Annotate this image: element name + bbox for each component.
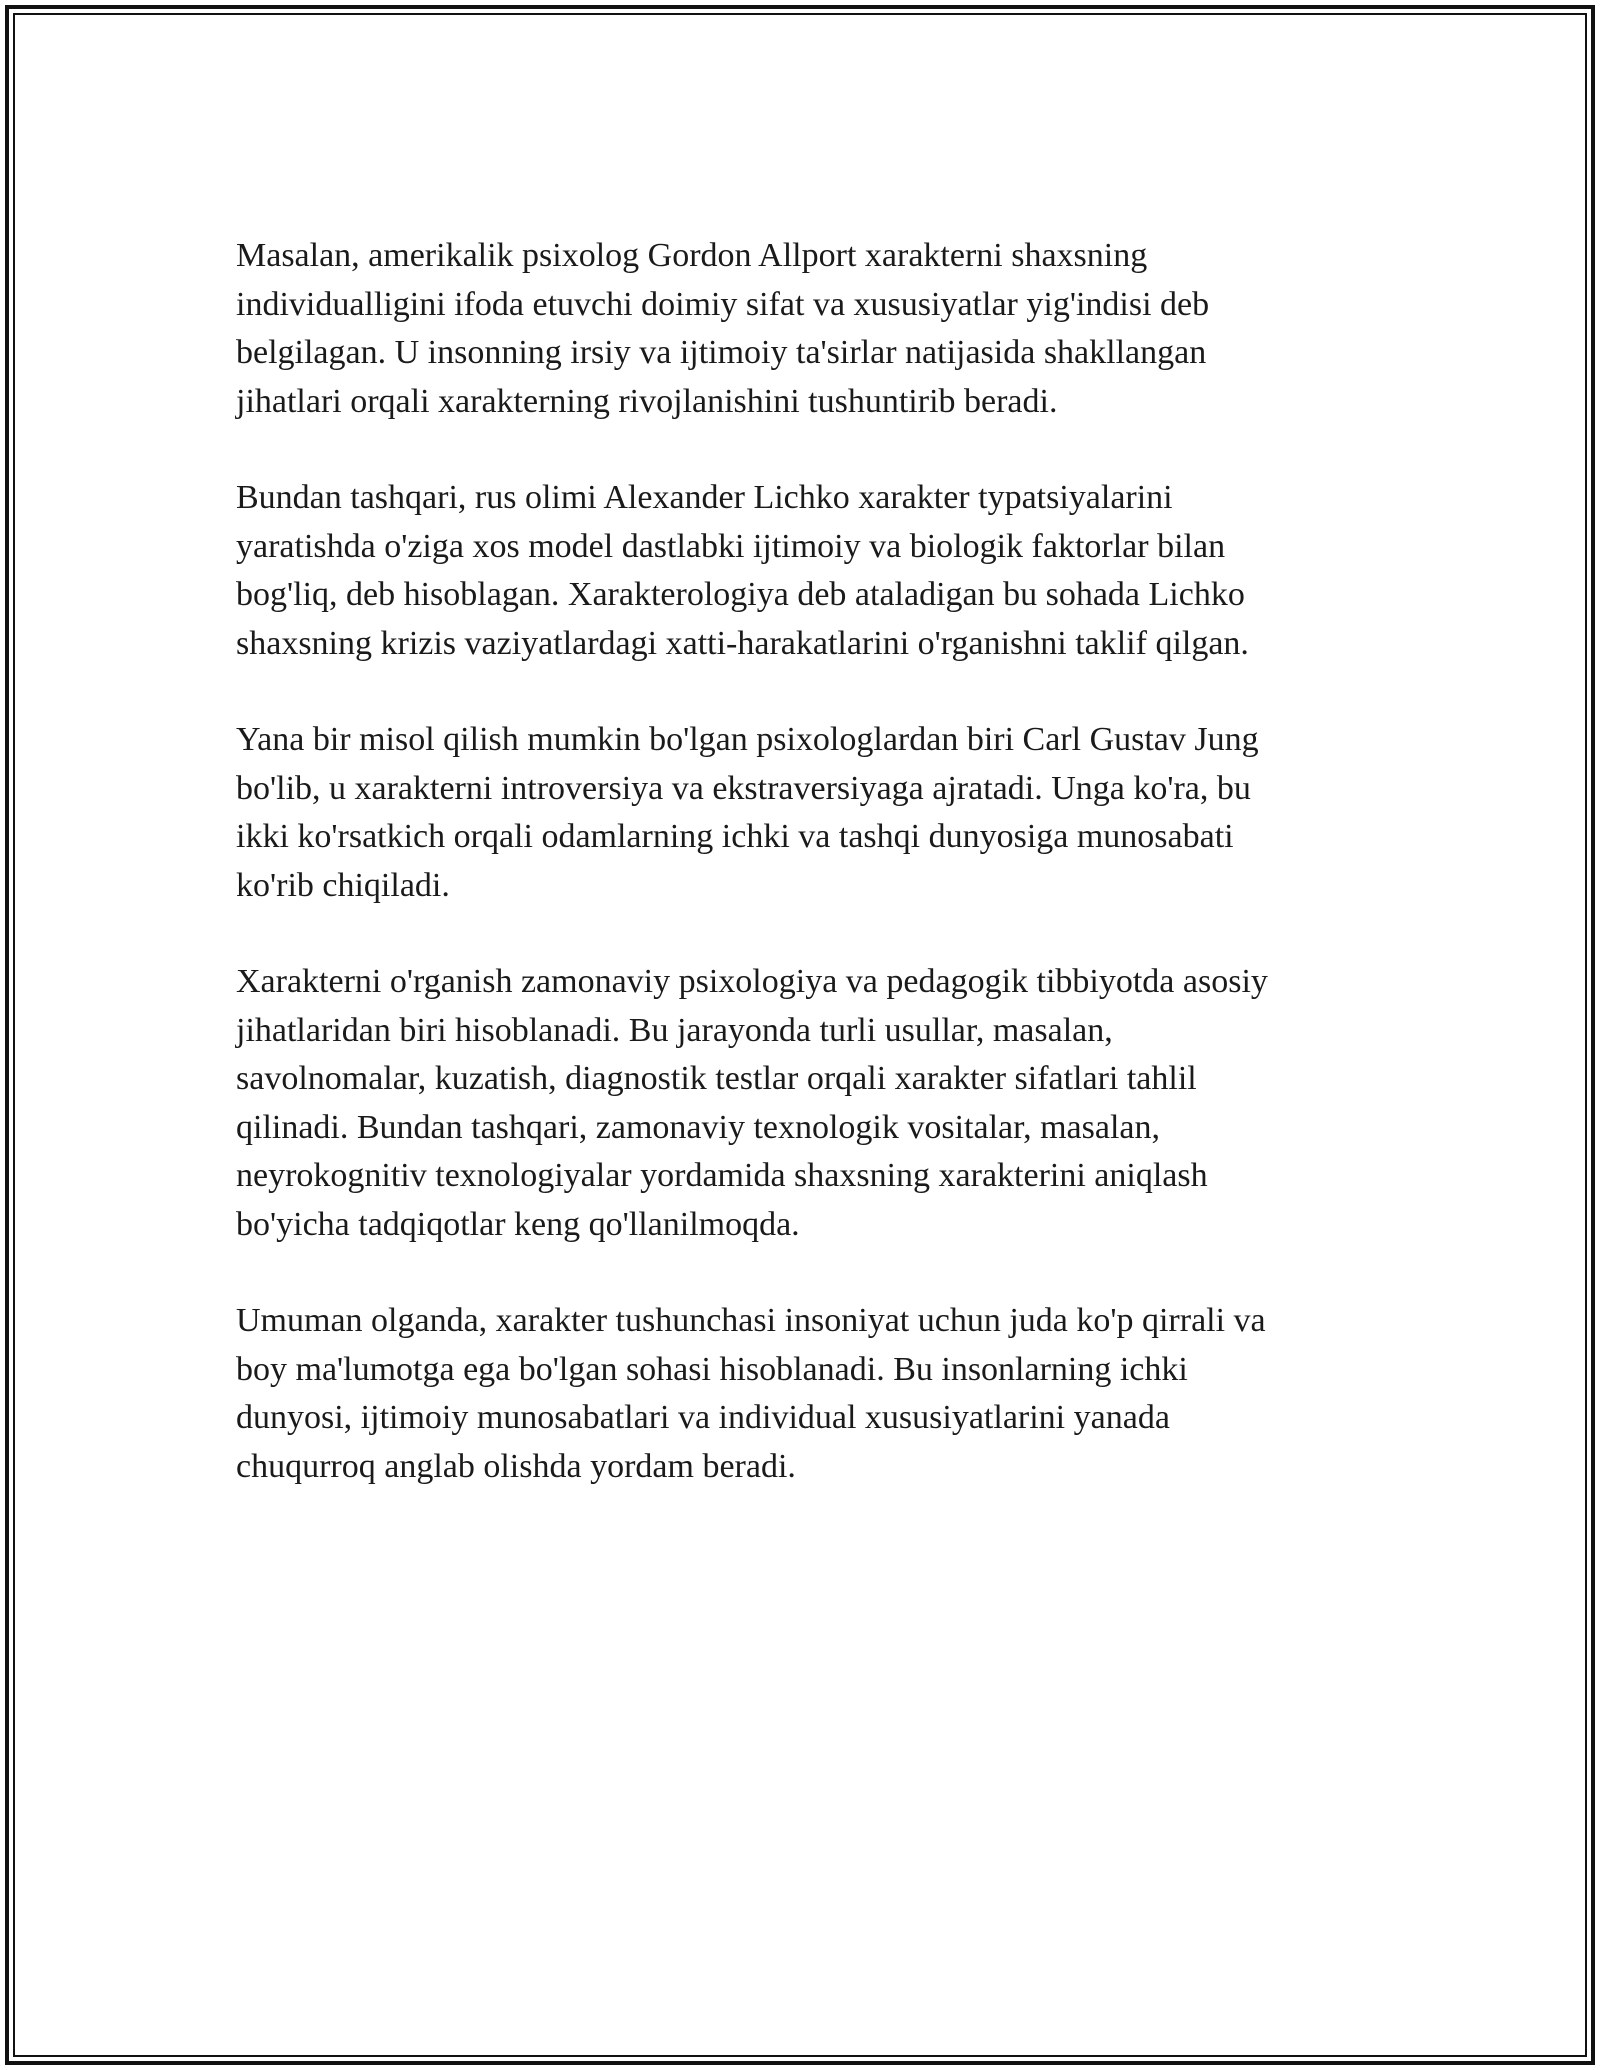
text-line: individualligini ifoda etuvchi doimiy sifat va xususiyatlar yig'indisi deb	[236, 285, 1210, 323]
text-line: Umuman olganda, xarakter tushunchasi insoniyat uchun juda ko'p qirrali va	[236, 1302, 1266, 1339]
text-line: jihatlari orqali xarakterning rivojlanishini tushuntirib beradi.	[236, 382, 1058, 420]
paragraph-4	[236, 958, 1366, 1249]
text-line: Bundan tashqari, rus olimi Alexander Lichko xarakter typatsiyalarini	[236, 479, 1173, 516]
text-line: bo'yicha tadqiqotlar keng qo'llanilmoqda.	[236, 1205, 800, 1243]
paragraph-5	[236, 1297, 1366, 1491]
text-line: shaxsning krizis vaziyatlardagi xatti-harakatlarini o'rganishni taklif qilgan.	[236, 624, 1249, 662]
text-line: ko'rib chiqiladi.	[236, 866, 450, 904]
paragraph-3	[236, 716, 1366, 910]
text-line: neyrokognitiv texnologiyalar yordamida shaxsning xarakterini aniqlash	[236, 1157, 1208, 1194]
text-line: dunyosi, ijtimoiy munosabatlari va individual xususiyatlarini yanada	[236, 1399, 1170, 1436]
text-line: boy ma'lumotga ega bo'lgan sohasi hisoblanadi. Bu insonlarning ichki	[236, 1350, 1188, 1388]
text-line: Xarakterni o'rganish zamonaviy psixologiya va pedagogik tibbiyotda asosiy	[236, 963, 1268, 1000]
text-line: bo'lib, u xarakterni introversiya va ekstraversiyaga ajratadi. Unga ko'ra, bu	[236, 769, 1251, 807]
paragraph-2	[236, 474, 1366, 668]
text-line: belgilagan. U insonning irsiy va ijtimoiy ta'sirlar natijasida shakllangan	[236, 334, 1207, 371]
text-line: bog'liq, deb hisoblagan. Xarakterologiya deb ataladigan bu sohada Lichko	[236, 576, 1245, 613]
text-line: yaratishda o'ziga xos model dastlabki ijtimoiy va biologik faktorlar bilan	[236, 527, 1226, 565]
text-line: qilinadi. Bundan tashqari, zamonaviy texnologik vositalar, masalan,	[236, 1108, 1160, 1146]
text-line: chuqurroq anglab olishda yordam beradi.	[236, 1447, 796, 1485]
text-line: Yana bir misol qilish mumkin bo'lgan psixologlardan biri Carl Gustav Jung	[236, 721, 1259, 758]
text-line: jihatlaridan biri hisoblanadi. Bu jarayonda turli usullar, masalan,	[236, 1011, 1113, 1049]
paragraph-1	[236, 232, 1366, 426]
text-line: Masalan, amerikalik psixolog Gordon Allport xarakterni shaxsning	[236, 237, 1148, 274]
text-line: ikki ko'rsatkich orqali odamlarning ichki va tashqi dunyosiga munosabati	[236, 818, 1234, 855]
document-body	[236, 232, 1366, 1539]
text-line: savolnomalar, kuzatish, diagnostik testlar orqali xarakter sifatlari tahlil	[236, 1060, 1197, 1097]
